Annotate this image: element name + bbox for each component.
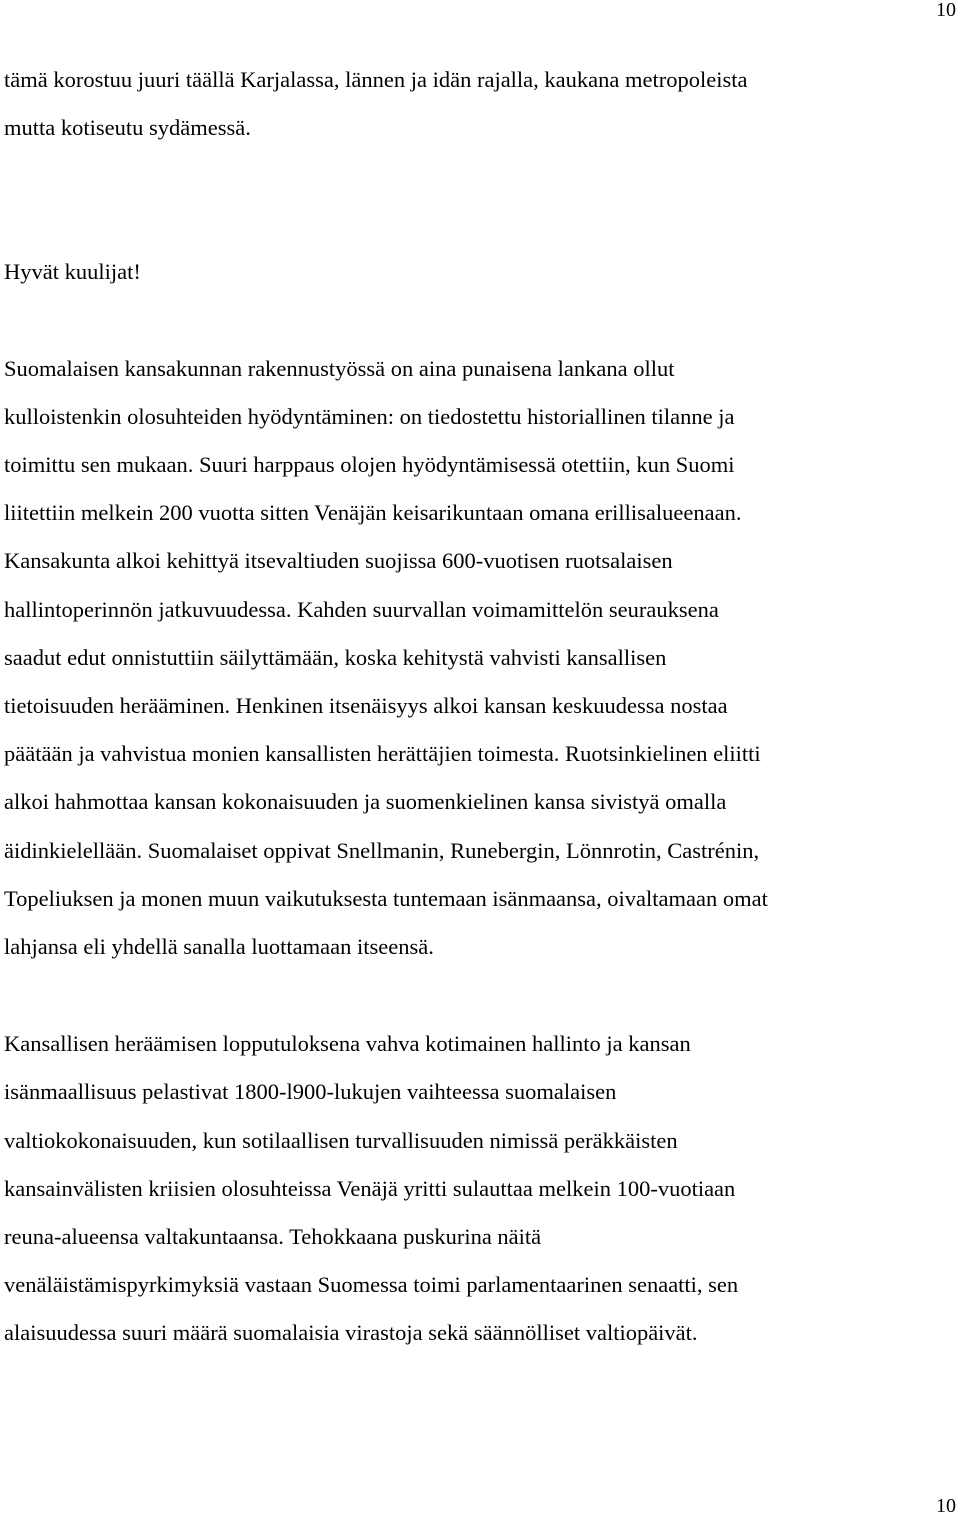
paragraph-line: liitettiin melkein 200 vuotta sitten Venäjän keisarikuntaan omana erillisalueenaan. xyxy=(4,500,742,526)
paragraph-line: päätään ja vahvistua monien kansallisten herättäjien toimesta. Ruotsinkielinen eliitti xyxy=(4,741,761,767)
paragraph-line: alkoi hahmottaa kansan kokonaisuuden ja suomenkielinen kansa sivistyä omalla xyxy=(4,789,727,815)
paragraph-line: saadut edut onnistuttiin säilyttämään, koska kehitystä vahvisti kansallisen xyxy=(4,644,667,670)
paragraph-line: kulloistenkin olosuhteiden hyödyntäminen: on tiedostettu historiallinen tilanne ja xyxy=(4,403,735,429)
paragraph-line: valtiokokonaisuuden, kun sotilaallisen turvallisuuden nimissä peräkkäisten xyxy=(4,1127,678,1153)
paragraph-line: Suomalaisen kansakunnan rakennustyössä on aina punaisena lankana ollut xyxy=(4,355,675,381)
page-number-bottom: 10 xyxy=(936,1495,956,1517)
paragraph-line: Topeliuksen ja monen muun vaikutuksesta tuntemaan isänmaansa, oivaltamaan omat xyxy=(4,885,768,911)
paragraph-line: tietoisuuden herääminen. Henkinen itsenäisyys alkoi kansan keskuudessa nostaa xyxy=(4,693,728,719)
paragraph-line: venäläistämispyrkimyksiä vastaan Suomessa toimi parlamentaarinen senaatti, sen xyxy=(4,1272,739,1298)
paragraph-line: alaisuudessa suuri määrä suomalaisia virastoja sekä säännölliset valtiopäivät. xyxy=(4,1320,698,1346)
paragraph-line: toimittu sen mukaan. Suuri harppaus olojen hyödyntämisessä otettiin, kun Suomi xyxy=(4,452,735,478)
paragraph-line: reuna-alueensa valtakuntaansa. Tehokkaana puskurina näitä xyxy=(4,1224,542,1250)
paragraph-line: lahjansa eli yhdellä sanalla luottamaan itseensä. xyxy=(4,934,434,960)
paragraph-line: Kansallisen heräämisen lopputuloksena vahva kotimainen hallinto ja kansan xyxy=(4,1031,691,1057)
document-body xyxy=(4,56,956,1358)
paragraph-line: kansainvälisten kriisien olosuhteissa Venäjä yritti sulauttaa melkein 100-vuotiaan xyxy=(4,1175,736,1201)
paragraph-line: hallintoperinnön jatkuvuudessa. Kahden suurvallan voimamittelön seurauksena xyxy=(4,596,719,622)
paragraph-1 xyxy=(4,345,956,972)
intro-text xyxy=(4,56,956,152)
paragraph-line: äidinkielellään. Suomalaiset oppivat Snellmanin, Runebergin, Lönnrotin, Castrénin, xyxy=(4,837,760,863)
paragraph-line: Kansakunta alkoi kehittyä itsevaltiuden suojissa 600-vuotisen ruotsalaisen xyxy=(4,548,673,574)
paragraph-2 xyxy=(4,1020,956,1357)
page-number-top: 10 xyxy=(936,0,956,21)
intro-line: tämä korostuu juuri täällä Karjalassa, lännen ja idän rajalla, kaukana metropoleista xyxy=(4,67,748,92)
greeting: Hyvät kuulijat! xyxy=(4,259,141,285)
intro-line: mutta kotiseutu sydämessä. xyxy=(4,115,251,141)
paragraph-line: isänmaallisuus pelastivat 1800-l900-lukujen vaihteessa suomalaisen xyxy=(4,1079,617,1105)
